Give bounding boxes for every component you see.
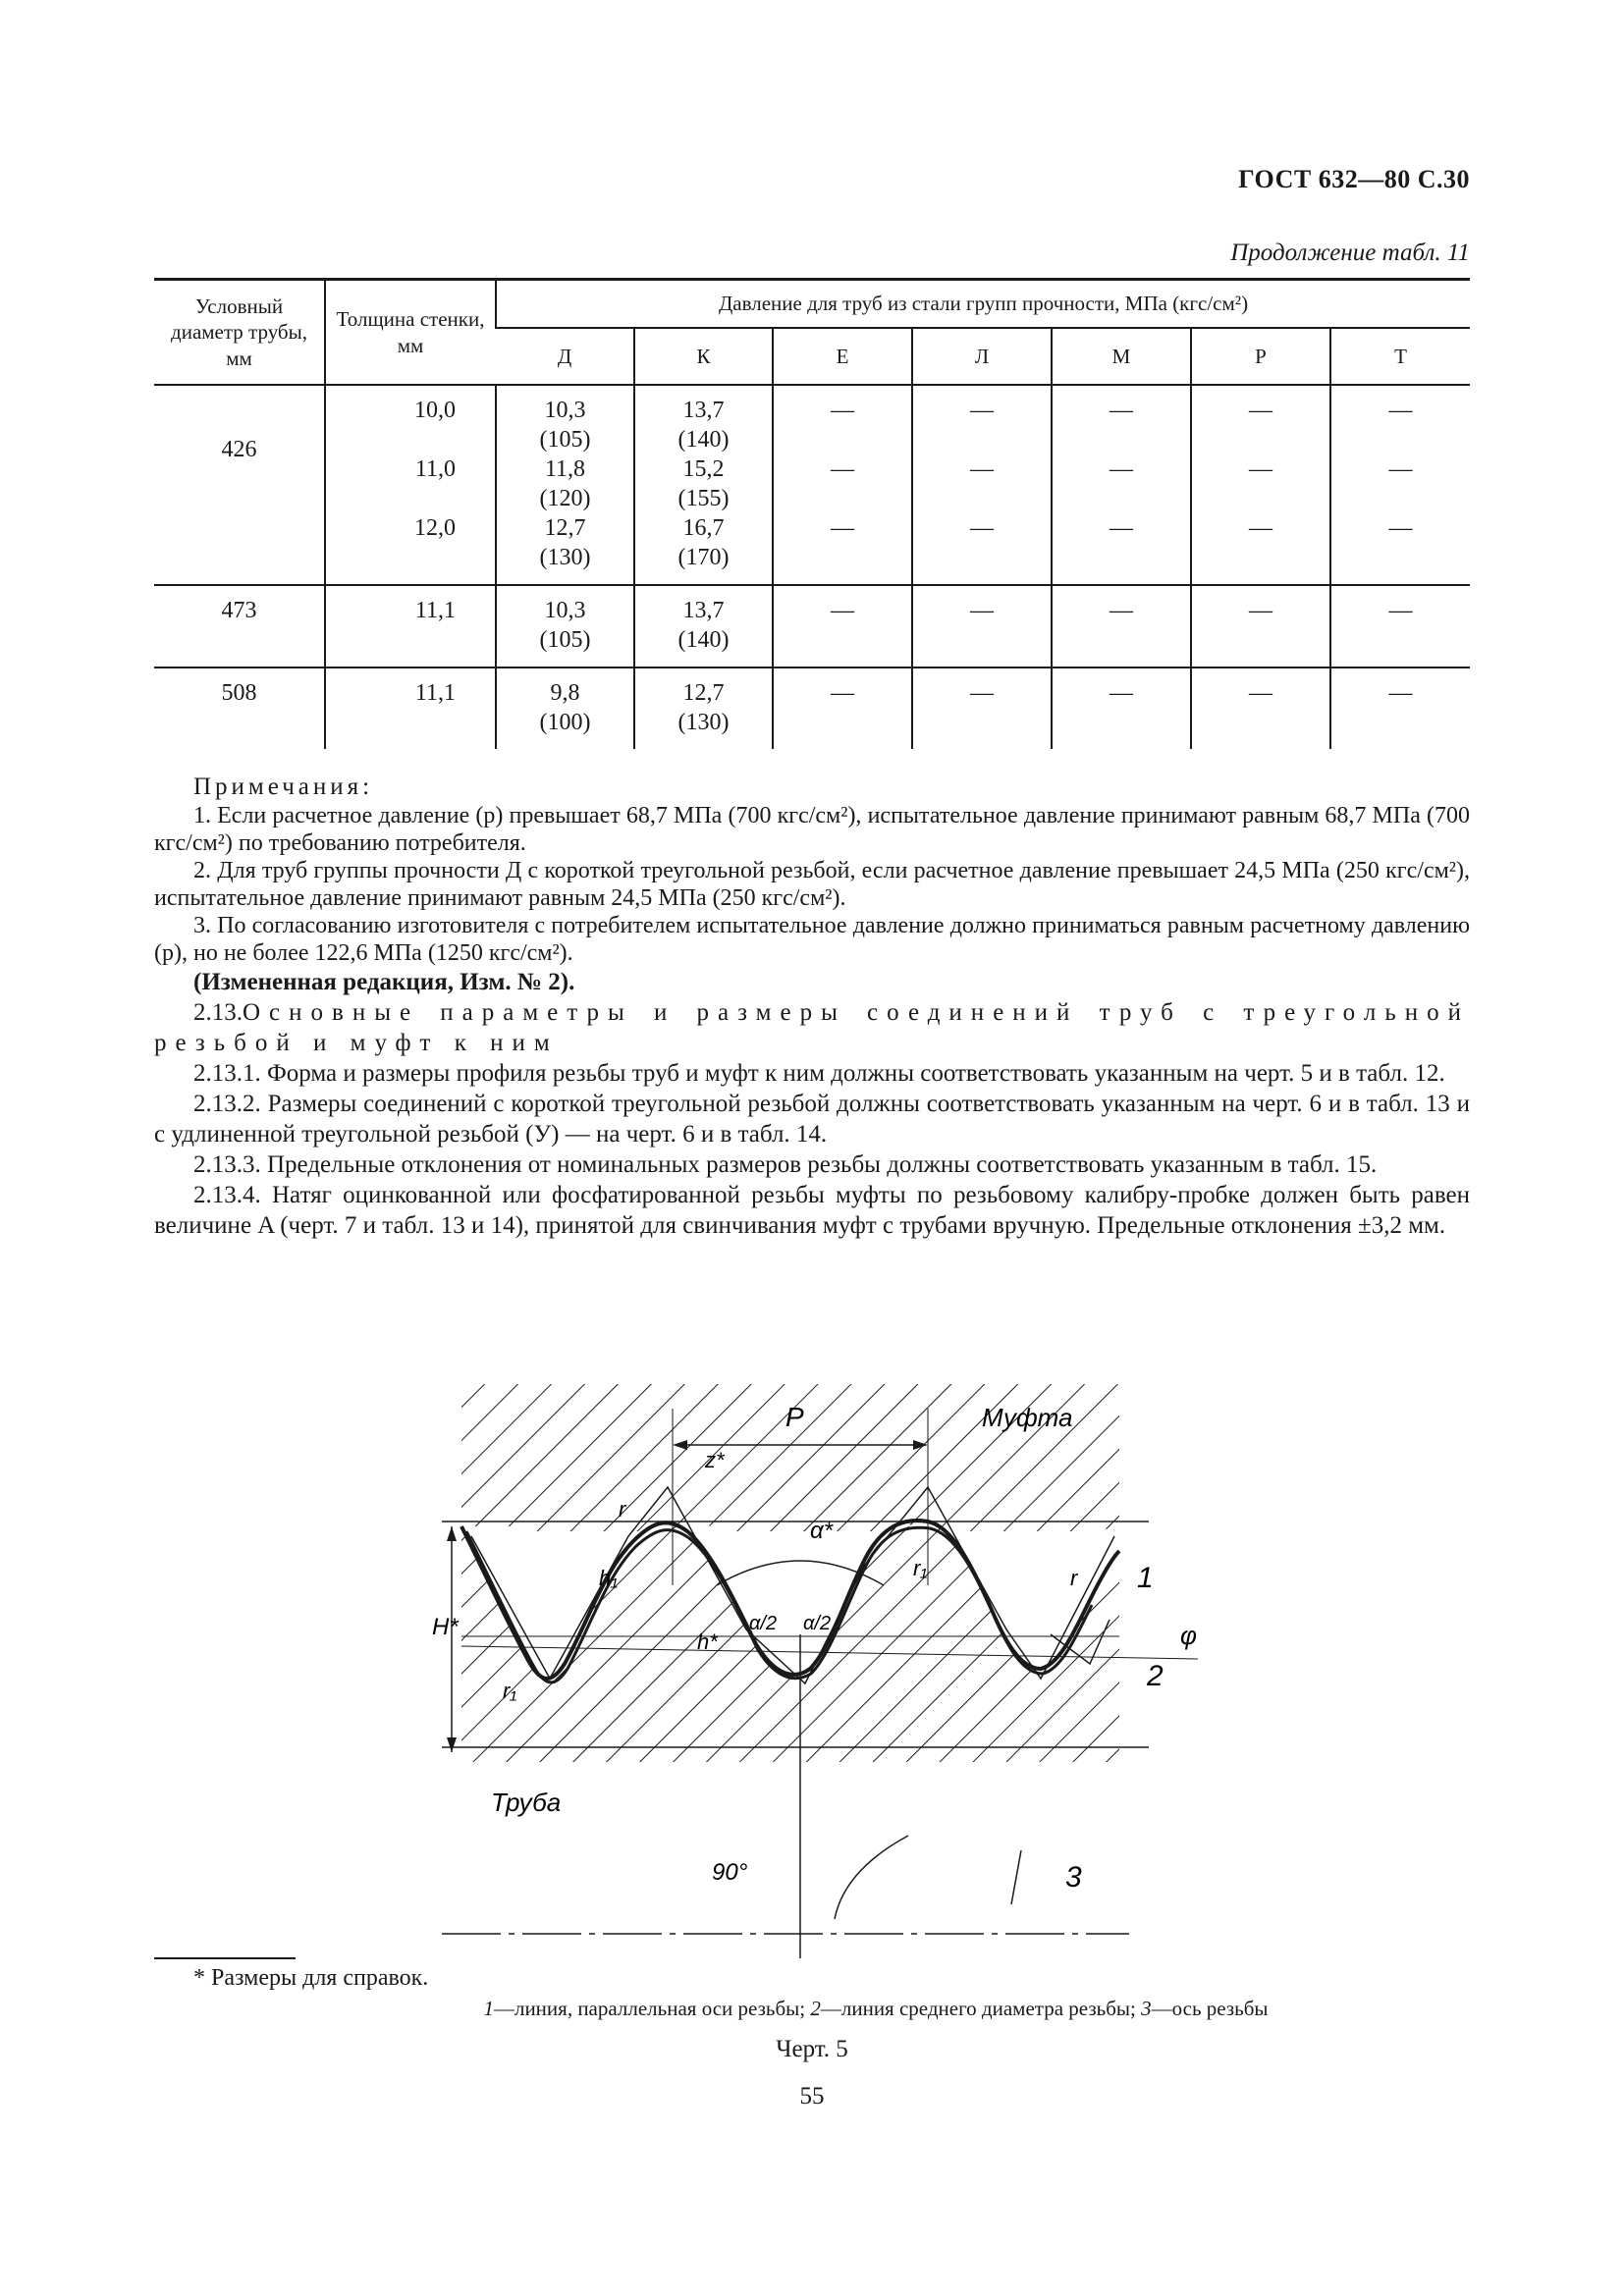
pressure-kgf: (100) [539,710,591,735]
pressure-kgf: (105) [539,427,591,453]
note-1: 1. Если расчетное давление (p) превышает 68,7 МПа (700 кгс/см²), испытательное давление принимают равным 68,7 МПа (700 кгс/см²) по требованию потребителя. [154,803,1470,856]
cell-thickness [325,667,496,749]
table-group [154,385,1470,585]
pressure-mpa: — [1110,398,1133,423]
line-2-label: 2 [1147,1660,1164,1692]
section-2-13-3: 2.13.3. Предельные отклонения от номинальных размеров резьбы должны соответствовать указанным в табл. 15. [193,1151,1378,1178]
cell-pressure [912,385,1052,585]
pressure-mpa: 12,7 [682,680,725,706]
pressure-mpa: — [970,680,994,706]
pressure-mpa: — [1110,680,1133,706]
pressure-mpa: — [1249,456,1272,482]
pressure-table [154,278,1470,749]
line-3-label: 3 [1065,1861,1082,1894]
table-group [154,585,1470,667]
table-caption: Продолжение табл. 11 [1230,240,1470,266]
pressure-mpa: — [1110,515,1133,541]
pressure-mpa: — [1249,598,1272,623]
pressure-mpa: 13,7 [682,598,725,623]
cell-pressure [634,585,773,667]
note-3: 3. По согласованию изготовителя с потребителем испытательное давление должно приниматься равным расчетному давлению (p), но не более 122,6 МПа (1250 кгс/см²). [154,913,1470,966]
hstar-label: h* [697,1629,718,1654]
pressure-mpa: — [1110,598,1133,623]
table-group [154,667,1470,749]
cell-pressure [634,667,773,749]
figure-legend [0,1997,1624,2021]
legend-key: 1 [483,1997,494,2020]
pipe-label: Труба [491,1788,562,1817]
cell-pressure [912,667,1052,749]
pressure-mpa: 13,7 [682,398,725,423]
legend-text: —ось резьбы [1151,1997,1269,2020]
thickness-value: 11,1 [414,680,456,706]
page-number: 55 [799,2083,825,2109]
footnote-separator [154,1957,296,1959]
cell-pressure [1330,667,1470,749]
pressure-mpa: — [1388,515,1413,541]
pressure-kgf: (155) [677,486,730,511]
legend-text: —линия среднего диаметра резьбы; [820,1997,1142,2020]
pressure-mpa: — [1249,398,1272,423]
section-2-13-2: 2.13.2. Размеры соединений с короткой треугольной резьбой должны соответствовать указанным на черт. 6 и в табл. 13 и с удлиненной треугольной резьбой (У) — на черт. 6 и в табл. 14. [154,1091,1470,1148]
revision-note: (Измененная редакция, Изм. № 2). [193,969,575,995]
pressure-mpa: — [1388,598,1413,623]
phi-label: φ [1180,1621,1197,1650]
legend-key: 2 [810,1997,821,2020]
pressure-mpa: — [831,515,854,541]
r-label: r [619,1497,626,1522]
pressure-mpa: — [1388,680,1413,706]
r1-label: r₁ [503,1679,517,1703]
section-2-13-4: 2.13.4. Натяг оцинкованной или фосфатированной резьбы муфты по резьбовому калибру-пробке должен быть равен величине A (черт. 7 и табл. 13 и 14), принятой для свинчивания муфт с трубами вручную. Предельные отклонения ±3,2 мм. [154,1182,1470,1239]
grade-header: Р [1191,328,1330,385]
thickness-value: 11,0 [414,456,456,482]
thickness-value: 10,0 [414,398,456,423]
pressure-kgf: (170) [677,545,730,570]
pressure-kgf: (105) [539,627,591,653]
grade-header: Е [773,328,912,385]
pipe-thread-profile [461,1521,1119,1679]
pressure-mpa: 9,8 [550,680,580,706]
table-row [154,585,1470,667]
pressure-mpa: — [970,515,994,541]
pitch-label: P [785,1402,804,1432]
thickness-value: 11,1 [414,598,456,623]
grade-header: Л [912,328,1052,385]
cell-pressure [1052,585,1191,667]
pressure-mpa: — [970,398,994,423]
col-header-thickness: Толщина стенки, мм [325,280,496,386]
section-2-13 [154,997,1470,1058]
grade-header: М [1052,328,1191,385]
thickness-value: 12,0 [414,515,456,541]
legend-text: —линия, параллельная оси резьбы; [493,1997,811,2020]
grade-header: Д [496,328,634,385]
cell-pressure [912,585,1052,667]
cell-pressure [1330,585,1470,667]
cell-diameter: 508 [154,667,325,749]
section-2-13-1: 2.13.1. Форма и размеры профиля резьбы труб и муфт к ним должны соответствовать указанным на черт. 5 и в табл. 12. [193,1060,1445,1087]
pressure-mpa: — [1388,456,1413,482]
cell-pressure [773,385,912,585]
pressure-mpa: 12,7 [544,515,586,541]
cell-pressure [1191,667,1330,749]
pressure-mpa: — [831,456,854,482]
z-label: z* [705,1448,725,1472]
pressure-kgf: (140) [677,627,730,653]
angle-label: 90° [712,1859,748,1886]
r1-label: r₁ [913,1556,928,1580]
cell-pressure [773,667,912,749]
cell-pressure [1052,667,1191,749]
H-label: H* [432,1614,459,1640]
r-label: r [1070,1566,1078,1590]
section-title: Основные параметры и размеры соединений труб с треугольной резьбой и муфт к ним [154,999,1470,1056]
coupling-label: Муфта [982,1403,1073,1432]
cell-pressure [496,667,634,749]
pressure-mpa: — [1110,456,1133,482]
pressure-header-text: Давление для труб из стали групп прочности, МПа (кгс/см²) [718,292,1249,316]
body-text [154,772,1470,1241]
cell-pressure [1052,385,1191,585]
half-alpha-label: α/2 [749,1613,778,1634]
pressure-kgf: (120) [539,486,591,511]
pressure-mpa: — [831,598,854,623]
col-header-diameter: Условный диаметр трубы, мм [154,280,325,386]
half-alpha-label: α/2 [803,1613,832,1634]
pressure-mpa: — [1388,398,1413,423]
document-header: ГОСТ 632—80 С.30 [1238,165,1470,193]
pressure-mpa: — [1249,515,1272,541]
cell-pressure [496,585,634,667]
thread-profile-drawing [432,1369,1198,1978]
notes-title: Примечания: [193,774,374,800]
pressure-mpa: — [1249,680,1272,706]
grade-header: К [634,328,773,385]
pressure-mpa: 15,2 [682,456,725,482]
figure-label: Черт. 5 [776,2036,848,2062]
cell-thickness [325,585,496,667]
grade-header: Т [1330,328,1470,385]
angle-arc [835,1836,908,1919]
table-row [154,385,1470,585]
pressure-kgf: (140) [677,427,730,453]
pressure-mpa: — [970,456,994,482]
pressure-mpa: — [831,680,854,706]
pressure-mpa: 11,8 [544,456,586,482]
note-2: 2. Для труб группы прочности Д с короткой треугольной резьбой, если расчетное давление превышает 24,5 МПа (250 кгс/см²), испытательное давление принимают равным 24,5 МПа (250 кгс/см²). [154,858,1470,911]
cell-diameter: 426 [221,437,257,462]
pressure-mpa: 16,7 [682,515,725,541]
pressure-mpa: 10,3 [544,598,586,623]
h1-label: h₁ [599,1566,619,1590]
table-row [154,667,1470,749]
pressure-mpa: — [970,598,994,623]
cell-pressure [634,385,773,585]
cell-pressure [1191,385,1330,585]
cell-pressure [773,585,912,667]
cell-thickness [325,385,496,585]
cell-diameter: 473 [154,585,325,667]
pressure-kgf: (130) [539,545,591,570]
line-1-label: 1 [1137,1562,1154,1594]
pressure-mpa: 10,3 [544,398,586,423]
pressure-mpa: — [831,398,854,423]
cell-pressure [496,385,634,585]
cell-pressure [1191,585,1330,667]
pressure-kgf: (130) [677,710,730,735]
footnote: * Размеры для справок. [193,1965,429,1991]
section-number: 2.13. [193,999,243,1026]
leader-3 [1011,1850,1021,1904]
legend-key: 3 [1141,1997,1152,2020]
alpha-label: α* [810,1518,834,1544]
col-header-pressure [496,280,1470,329]
cell-pressure [1330,385,1470,585]
